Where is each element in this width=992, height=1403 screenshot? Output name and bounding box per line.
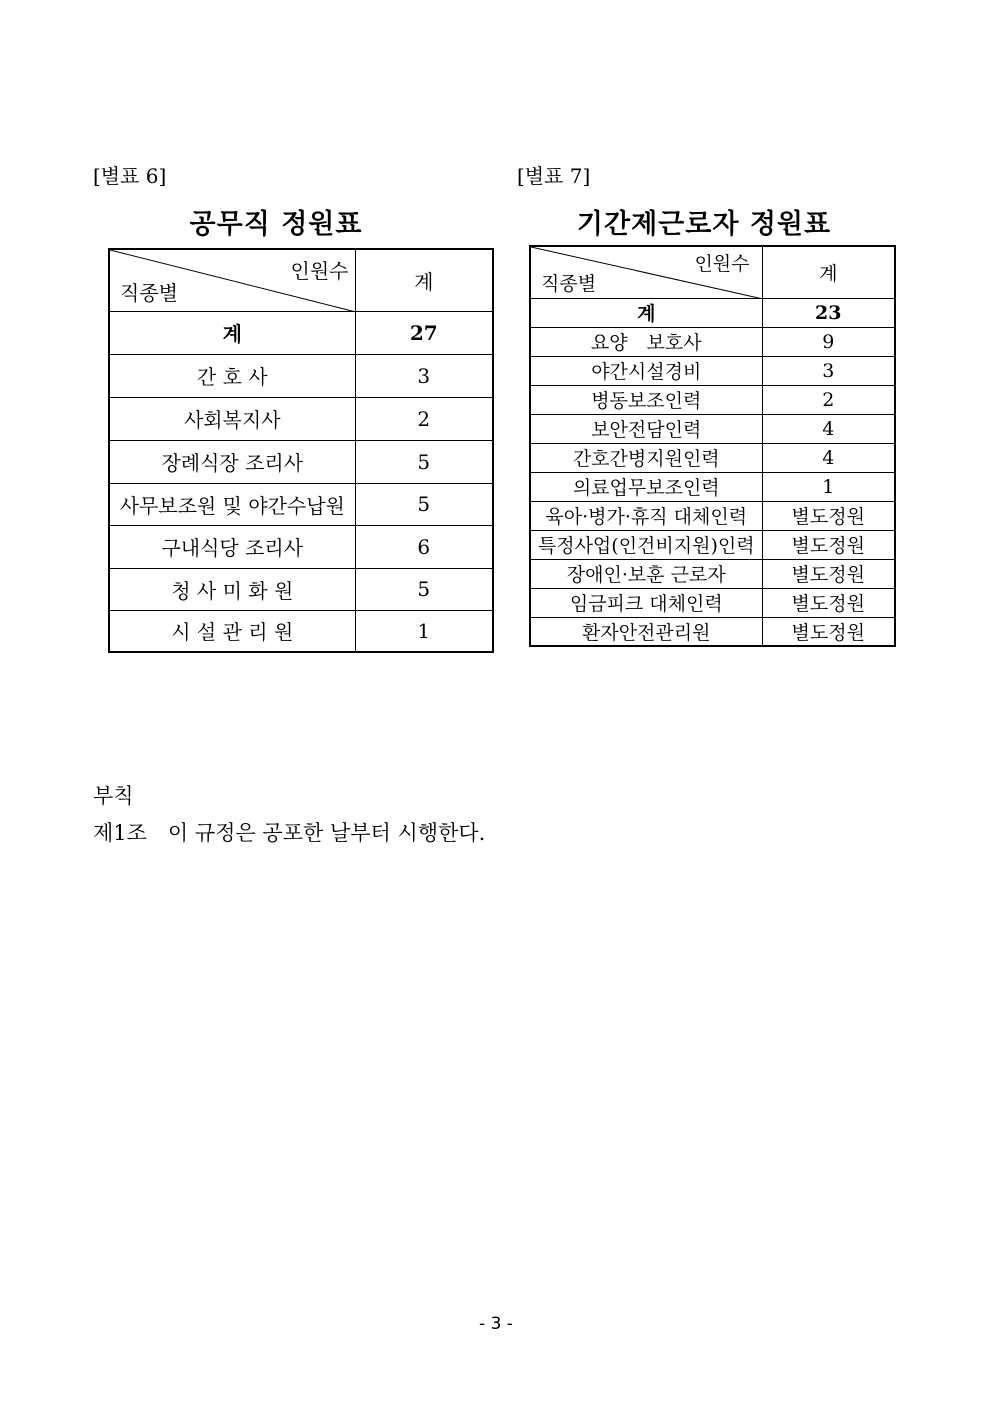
row-value: 9 [762,327,895,356]
staff-quota-table-right [529,245,896,647]
row-value: 별도정원 [762,530,895,559]
table-row [109,610,493,652]
row-name: 장애인·보훈 근로자 [530,559,762,588]
row-value: 23 [762,298,895,327]
table-row [530,327,895,356]
table-row [530,559,895,588]
row-value: 별도정원 [762,617,895,646]
table-row [530,617,895,646]
row-value: 별도정원 [762,588,895,617]
row-value: 별도정원 [762,501,895,530]
table-title-right: 기간제근로자 정원표 [576,209,832,240]
appendix-label-7: [별표 7] [517,164,591,188]
diagonal-header-cell [109,249,355,311]
row-name: 구내식당 조리사 [109,525,355,568]
row-value: 1 [762,472,895,501]
table-row [530,530,895,559]
row-value: 2 [762,385,895,414]
table-row [109,483,493,525]
header-row-label: 직종별 [120,280,178,305]
header-column-label: 인원수 [694,253,750,275]
row-value: 2 [355,397,493,440]
table-row [109,525,493,568]
row-value: 5 [355,483,493,525]
row-name: 계 [530,298,762,327]
row-value: 4 [762,443,895,472]
supplementary-heading: 부칙 [93,784,134,808]
diagonal-header-cell [530,246,762,298]
row-value: 5 [355,568,493,610]
header-total: 계 [762,246,895,298]
row-value: 6 [355,525,493,568]
row-name: 시 설 관 리 원 [109,610,355,652]
staff-quota-table-left [108,248,494,653]
table-row [530,356,895,385]
row-name: 사무보조원 및 야간수납원 [109,483,355,525]
header-column-label: 인원수 [290,259,349,283]
table-row [530,414,895,443]
row-name: 청 사 미 화 원 [109,568,355,610]
row-name: 의료업무보조인력 [530,472,762,501]
table-row [530,385,895,414]
table-title-left: 공무직 정원표 [189,209,363,240]
table-row [530,501,895,530]
supplementary-article: 제1조 이 규정은 공포한 날부터 시행한다. [93,821,486,845]
appendix-label-6: [별표 6] [93,164,167,188]
row-name: 육아·병가·휴직 대체인력 [530,501,762,530]
row-name: 임금피크 대체인력 [530,588,762,617]
row-name: 계 [109,311,355,354]
row-name: 보안전담인력 [530,414,762,443]
table-row [109,354,493,397]
table-row [109,311,493,354]
header-row-label: 직종별 [541,272,597,295]
row-name: 환자안전관리원 [530,617,762,646]
row-name: 간호간병지원인력 [530,443,762,472]
table-row [530,443,895,472]
row-value: 1 [355,610,493,652]
table-row [530,588,895,617]
row-value: 4 [762,414,895,443]
row-name: 요양 보호사 [530,327,762,356]
row-name: 사회복지사 [109,397,355,440]
header-total: 계 [355,249,493,311]
row-name: 간 호 사 [109,354,355,397]
table-row [530,472,895,501]
table-row [530,298,895,327]
row-value: 3 [762,356,895,385]
table-row [109,440,493,483]
table-row [109,568,493,610]
row-name: 특정사업(인건비지원)인력 [530,530,762,559]
row-value: 별도정원 [762,559,895,588]
row-value: 3 [355,354,493,397]
row-name: 병동보조인력 [530,385,762,414]
row-name: 야간시설경비 [530,356,762,385]
row-value: 27 [355,311,493,354]
table-row [109,397,493,440]
row-value: 5 [355,440,493,483]
row-name: 장례식장 조리사 [109,440,355,483]
page-number: - 3 - [479,1314,513,1334]
